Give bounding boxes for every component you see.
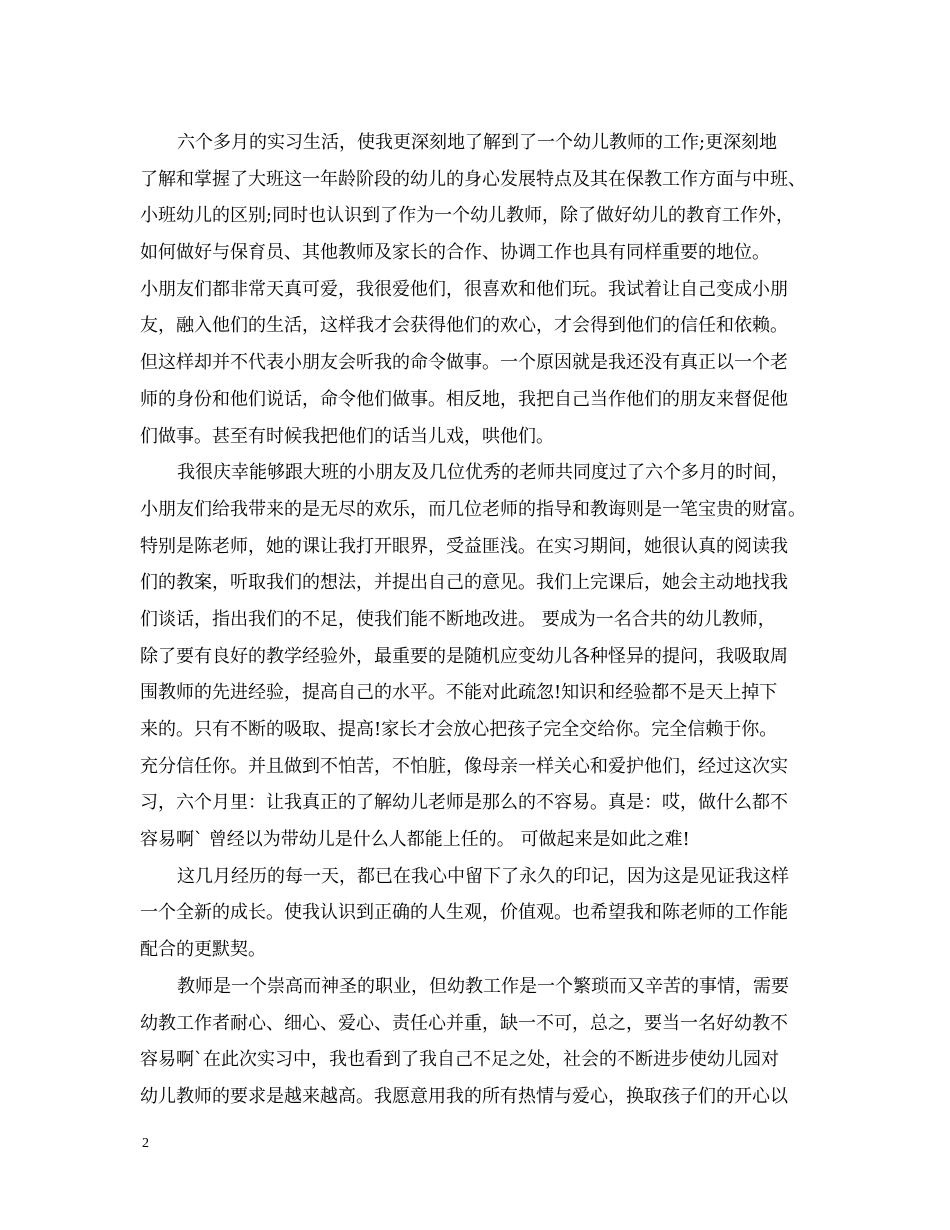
text-line: 幼教工作者耐心、细心、爱心、责任心并重，缺一不可，总之，要当一名好幼教不 xyxy=(140,1012,788,1034)
text-line: 容易啊`在此次实习中，我也看到了我自己不足之处，社会的不断进步使幼儿园对 xyxy=(140,1049,779,1071)
text-line: 们做事。甚至有时候我把他们的话当儿戏，哄他们。 xyxy=(140,425,554,447)
text-line: 幼儿教师的要求是越来越高。我愿意用我的所有热情与爱心，换取孩子们的开心以 xyxy=(140,1085,788,1107)
text-line: 我很庆幸能够跟大班的小朋友及几位优秀的老师共同度过了六个多月的时间， xyxy=(177,462,789,484)
page-number: 2 xyxy=(142,1136,149,1151)
text-line: 小朋友们给我带来的是无尽的欢乐，而几位老师的指导和教诲则是一笔宝贵的财富。 xyxy=(140,498,806,520)
text-line: 除了要有良好的教学经验外，最重要的是随机应变幼儿各种怪异的提问，我吸取周 xyxy=(140,645,788,667)
text-line: 们谈话，指出我们的不足，使我们能不断地改进。 要成为一名合共的幼儿教师， xyxy=(140,608,776,630)
text-line: 小朋友们都非常天真可爱，我很爱他们，很喜欢和他们玩。我试着让自己变成小朋 xyxy=(140,278,788,300)
body-text xyxy=(140,125,840,1116)
text-line: 教师是一个崇高而神圣的职业，但幼教工作是一个繁琐而又辛苦的事情，需要 xyxy=(177,975,789,997)
text-line: 们的教案，听取我们的想法，并提出自己的意见。我们上完课后，她会主动地找我 xyxy=(140,572,788,594)
text-line: 了解和掌握了大班这一年龄阶段的幼儿的身心发展特点及其在保教工作方面与中班、 xyxy=(140,168,806,190)
text-line: 特别是陈老师，她的课让我打开眼界，受益匪浅。在实习期间，她很认真的阅读我 xyxy=(140,535,788,557)
text-line: 来的。只有不断的吸取、提高!家长才会放心把孩子完全交给你。完全信赖于你。 xyxy=(140,719,778,740)
text-line: 但这样却并不代表小朋友会听我的命令做事。一个原因就是我还没有真正以一个老 xyxy=(140,352,788,374)
text-line: 充分信任你。并且做到不怕苦，不怕脏，像母亲一样关心和爱护他们，经过这次实 xyxy=(140,755,788,777)
text-line: 这几月经历的每一天，都已在我心中留下了永久的印记，因为这是见证我这样 xyxy=(177,865,789,887)
text-line: 一个全新的成长。使我认识到正确的人生观，价值观。也希望我和陈老师的工作能 xyxy=(140,902,788,924)
text-line: 围教师的先进经验，提高自己的水平。不能对此疏忽!知识和经验都不是天上掉下 xyxy=(140,682,778,704)
text-line: 如何做好与保育员、其他教师及家长的合作、协调工作也具有同样重要的地位。 xyxy=(140,242,770,264)
text-line: 容易啊` 曾经以为带幼儿是什么人都能上任的。 可做起来是如此之难! xyxy=(140,829,690,851)
text-line: 小班幼儿的区别;同时也认识到了作为一个幼儿教师，除了做好幼儿的教育工作外， xyxy=(140,205,795,227)
text-line: 习，六个月里：让我真正的了解幼儿老师是那么的不容易。真是：哎，做什么都不 xyxy=(140,792,788,814)
text-line: 友，融入他们的生活，这样我才会获得他们的欢心，才会得到他们的信任和依赖。 xyxy=(140,315,788,337)
text-line: 配合的更默契。 xyxy=(140,939,266,961)
text-line: 师的身份和他们说话，命令他们做事。相反地，我把自己当作他们的朋友来督促他 xyxy=(140,388,788,410)
text-line: 六个多月的实习生活，使我更深刻地了解到了一个幼儿教师的工作;更深刻地 xyxy=(177,132,778,153)
